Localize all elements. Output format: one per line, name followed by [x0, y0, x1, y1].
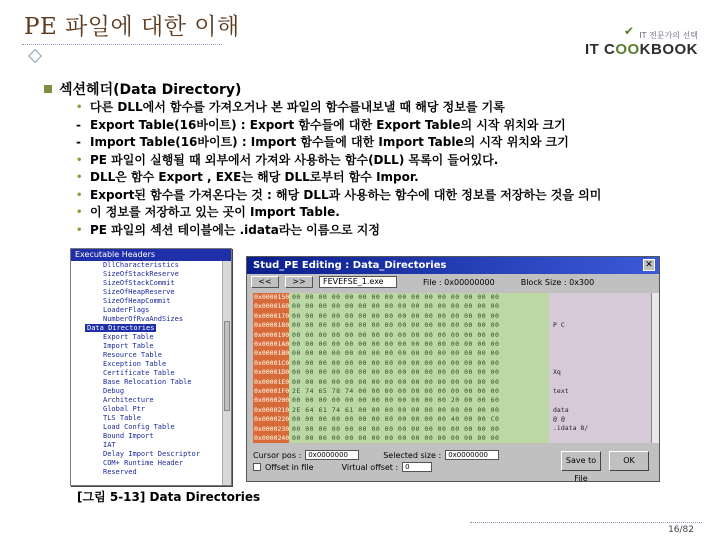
figure-caption: [그림 5-13] Data Directories [77, 490, 261, 504]
hex-address: 0x0000150 [254, 293, 290, 301]
hex-address: 0x00001F0 [254, 387, 290, 396]
round-bullet-icon: • [76, 172, 83, 183]
editor-footer [253, 449, 653, 483]
hex-row[interactable] [253, 378, 549, 387]
ascii-panel[interactable] [549, 293, 653, 443]
tree-scrollbar[interactable] [222, 261, 231, 485]
hex-row[interactable] [253, 331, 549, 340]
logo-tagline: IT 전문가의 선택 [639, 31, 698, 40]
hex-bytes[interactable]: 00 00 00 00 00 00 00 00 00 00 00 00 00 00 00 00 [292, 368, 500, 377]
offset-in-file-label: Offset in file [265, 462, 314, 472]
virtual-offset-field[interactable]: 0 [402, 462, 432, 472]
tree-item[interactable]: Load Config Table [103, 423, 175, 431]
tree-item[interactable]: Export Table [103, 333, 154, 341]
tree-item[interactable]: Architecture [103, 396, 154, 404]
hex-row[interactable] [253, 368, 549, 377]
editor-window [246, 256, 660, 482]
hex-bytes[interactable]: 00 00 00 00 00 00 00 00 00 00 00 00 00 00 00 00 [292, 377, 500, 386]
hex-address: 0x00001B0 [254, 349, 290, 358]
hex-bytes[interactable]: 00 00 00 00 00 00 00 00 00 00 00 00 00 00 00 00 [292, 434, 500, 443]
hex-address: 0x0000190 [254, 330, 290, 339]
tree-item[interactable]: Data Directories [87, 324, 155, 332]
hex-row[interactable] [253, 415, 549, 424]
file-name-field[interactable]: FEVEFSE_1.exe [319, 276, 397, 288]
editor-title: Stud_PE Editing : Data_Directories [247, 257, 659, 274]
bullet-text: 이 정보를 저장하고 있는 곳이 Import Table. [90, 205, 340, 219]
hex-bytes[interactable]: 00 00 00 00 00 00 00 00 00 00 00 00 20 00 00 60 [292, 396, 500, 405]
footer-divider [470, 522, 702, 523]
hex-row[interactable] [253, 396, 549, 405]
tree-item[interactable]: LoaderFlags [103, 306, 150, 314]
pe-header-tree[interactable] [70, 248, 232, 486]
hex-bytes[interactable]: 00 00 00 00 00 00 00 00 00 00 00 00 00 00 00 00 [292, 302, 500, 311]
tree-header[interactable]: Executable Headers [71, 249, 231, 261]
virtual-offset-label: Virtual offset : [341, 462, 399, 472]
round-bullet-icon: • [76, 224, 83, 236]
tree-item[interactable]: DllCharacteristics [103, 261, 179, 269]
ascii-row[interactable]: P C [553, 321, 565, 330]
hex-row[interactable] [253, 302, 549, 311]
ascii-row[interactable] [549, 359, 653, 368]
scrollbar-thumb[interactable] [224, 321, 230, 411]
editor-toolbar [247, 274, 659, 290]
ascii-row[interactable] [549, 434, 653, 443]
tree-item[interactable]: Reserved [103, 468, 137, 476]
tree-item[interactable]: SizeOfStackReserve [103, 270, 179, 278]
hex-row[interactable] [253, 321, 549, 330]
hex-bytes[interactable]: 00 00 00 00 00 00 00 00 00 00 00 00 00 00 00 00 [292, 424, 500, 433]
hex-bytes[interactable]: 00 00 00 00 00 00 00 00 00 00 00 00 40 00 00 C0 [292, 415, 500, 424]
bullet-item [76, 134, 716, 152]
hex-row[interactable] [253, 406, 549, 415]
ascii-row[interactable]: data [553, 405, 569, 414]
ascii-row[interactable] [549, 312, 653, 321]
hex-row[interactable] [253, 312, 549, 321]
bullet-list [76, 99, 716, 239]
block-size-label: Block Size : 0x300 [520, 277, 595, 287]
ascii-row[interactable]: Xq [553, 368, 561, 377]
hex-address: 0x00001C0 [254, 358, 290, 367]
bullet-text: Import Table(16바이트) : Import 함수들에 대한 Import Table의 시작 위치와 크기 [90, 135, 569, 149]
dash-bullet-icon: - [76, 135, 81, 149]
cursor-pos-label: Cursor pos : [253, 450, 302, 460]
round-bullet-icon: • [76, 154, 83, 166]
hex-bytes[interactable]: 00 00 00 00 00 00 00 00 00 00 00 00 00 00 00 00 [292, 321, 500, 330]
ascii-row[interactable] [549, 378, 653, 387]
hex-bytes[interactable]: 00 00 00 00 00 00 00 00 00 00 00 00 00 00 00 00 [292, 349, 500, 358]
bullet-text: Export Table(16바이트) : Export 함수들에 대한 Export Table의 시작 위치와 크기 [90, 117, 566, 132]
hex-address: 0x0000230 [254, 424, 290, 433]
bullet-item [76, 117, 716, 135]
logo-wordmark: IT COOKBOOK [584, 41, 698, 58]
bullet-item [76, 222, 716, 240]
ascii-row[interactable] [549, 331, 653, 340]
tree-item[interactable]: Base Relocation Table [103, 378, 192, 386]
hex-bytes[interactable]: 00 00 00 00 00 00 00 00 00 00 00 00 00 00 00 00 [292, 330, 500, 339]
hex-row[interactable] [253, 434, 549, 443]
dash-bullet-icon: - [76, 117, 81, 132]
ascii-row[interactable] [549, 293, 653, 302]
tree-item[interactable]: COM+ Runtime Header [103, 459, 184, 467]
tree-item[interactable]: Bound Import [103, 432, 154, 440]
tree-item[interactable]: SizeOfHeapCommit [103, 297, 171, 305]
hex-address: 0x00001E0 [254, 377, 290, 386]
hex-row[interactable] [253, 387, 549, 396]
diamond-icon [28, 49, 42, 63]
bullet-item [76, 169, 716, 187]
ascii-row[interactable] [549, 349, 653, 358]
file-offset-label: File : 0x00000000 [423, 277, 495, 287]
hex-bytes[interactable]: 00 00 00 00 00 00 00 00 00 00 00 00 00 00 00 00 [292, 340, 500, 349]
ascii-row[interactable] [549, 396, 653, 405]
selected-size-label: Selected size : [383, 450, 442, 460]
ascii-row[interactable]: @ @ [553, 415, 565, 424]
tree-item[interactable]: Certificate Table [103, 369, 175, 377]
ascii-row[interactable] [549, 340, 653, 349]
bullet-item [76, 152, 716, 170]
hex-row[interactable] [253, 359, 549, 368]
tree-item[interactable]: TLS Table [103, 414, 141, 422]
checkmark-icon: ✔ [623, 24, 634, 38]
bullet-text: 다른 DLL에서 함수를 가져오거나 본 파일의 함수를내보낼 때 해당 정보를 기록 [90, 100, 505, 114]
round-bullet-icon: • [76, 189, 83, 201]
hex-address: 0x00001A0 [254, 340, 290, 349]
hex-address: 0x0000240 [254, 434, 290, 443]
hex-scrollbar[interactable] [651, 293, 659, 443]
next-block-button[interactable]: >> [285, 276, 313, 288]
tree-item[interactable]: SizeOfHeapReserve [103, 288, 175, 296]
close-icon[interactable]: ✕ [643, 259, 655, 271]
square-bullet-icon [44, 85, 52, 93]
round-bullet-icon: • [76, 102, 83, 113]
tree-item[interactable]: Global Ptr [103, 405, 146, 413]
prev-block-button[interactable]: << [251, 276, 279, 288]
hex-address: 0x00001D0 [254, 368, 290, 377]
tree-item[interactable]: IAT [103, 441, 116, 449]
round-bullet-icon: • [76, 207, 83, 218]
hex-bytes[interactable]: 00 00 00 00 00 00 00 00 00 00 00 00 00 00 00 00 [292, 311, 500, 320]
tree-item[interactable]: Resource Table [103, 351, 163, 359]
hex-row[interactable] [253, 349, 549, 358]
hex-row[interactable] [253, 293, 549, 302]
tree-item[interactable]: NumberOfRvaAndSizes [103, 315, 184, 323]
hex-address: 0x0000220 [254, 415, 290, 424]
bullet-item [76, 99, 716, 117]
tree-item[interactable]: Debug [103, 387, 125, 395]
hex-address: 0x0000180 [254, 321, 290, 330]
hex-address: 0x0000170 [254, 311, 290, 320]
publisher-logo [584, 24, 698, 58]
tree-item[interactable]: Import Table [103, 342, 154, 350]
bullet-text: PE 파일의 섹션 테이블에는 .idata라는 이름으로 지정 [90, 222, 380, 237]
offset-in-file-checkbox[interactable] [253, 463, 261, 471]
hex-grid[interactable] [253, 293, 549, 443]
ok-button[interactable]: OK [609, 451, 649, 471]
hex-row[interactable] [253, 340, 549, 349]
bullet-item [76, 204, 716, 222]
ascii-row[interactable] [549, 302, 653, 311]
hex-bytes[interactable]: 2E 64 61 74 61 00 00 00 00 00 00 00 00 00 00 00 [292, 405, 500, 414]
hex-bytes[interactable]: 00 00 00 00 00 00 00 00 00 00 00 00 00 00 00 00 [292, 293, 500, 301]
slide-title: PE 파일에 대한 이해 [24, 14, 240, 40]
bullet-text: Export된 함수를 가져온다는 것 : 해당 DLL과 사용하는 함수에 대한 정보를 저장하는 것을 의미 [90, 187, 602, 202]
bullet-text: DLL은 함수 Export , EXE는 해당 DLL로부터 함수 Impor. [90, 170, 419, 184]
bullet-text: PE 파일이 실행될 때 외부에서 가져와 사용하는 함수(DLL) 목록이 들어있다. [90, 152, 499, 167]
hex-address: 0x0000200 [254, 396, 290, 405]
bullet-item [76, 187, 716, 205]
page-number: 16/82 [668, 525, 694, 535]
cursor-pos-field[interactable]: 0x0000000 [305, 450, 359, 460]
hex-row[interactable] [253, 425, 549, 434]
hex-address: 0x0000160 [254, 302, 290, 311]
save-to-file-button[interactable]: Save to File [561, 451, 601, 471]
ascii-row[interactable]: .idata 8/ [553, 424, 589, 433]
title-divider [22, 44, 222, 45]
tree-item[interactable]: SizeOfStackCommit [103, 279, 175, 287]
hex-address: 0x0000210 [254, 405, 290, 414]
tree-item[interactable]: Delay Import Descriptor [103, 450, 200, 458]
selected-size-field[interactable]: 0x0000000 [445, 450, 499, 460]
tree-item[interactable]: Exception Table [103, 360, 167, 368]
section-heading [44, 79, 241, 99]
hex-bytes[interactable]: 2E 74 65 78 74 00 00 00 00 00 00 00 00 00 00 00 [292, 387, 500, 396]
section-heading-text: 섹션헤더(Data Directory) [59, 82, 242, 98]
hex-bytes[interactable]: 00 00 00 00 00 00 00 00 00 00 00 00 00 00 00 00 [292, 358, 500, 367]
ascii-row[interactable]: text [553, 386, 569, 395]
